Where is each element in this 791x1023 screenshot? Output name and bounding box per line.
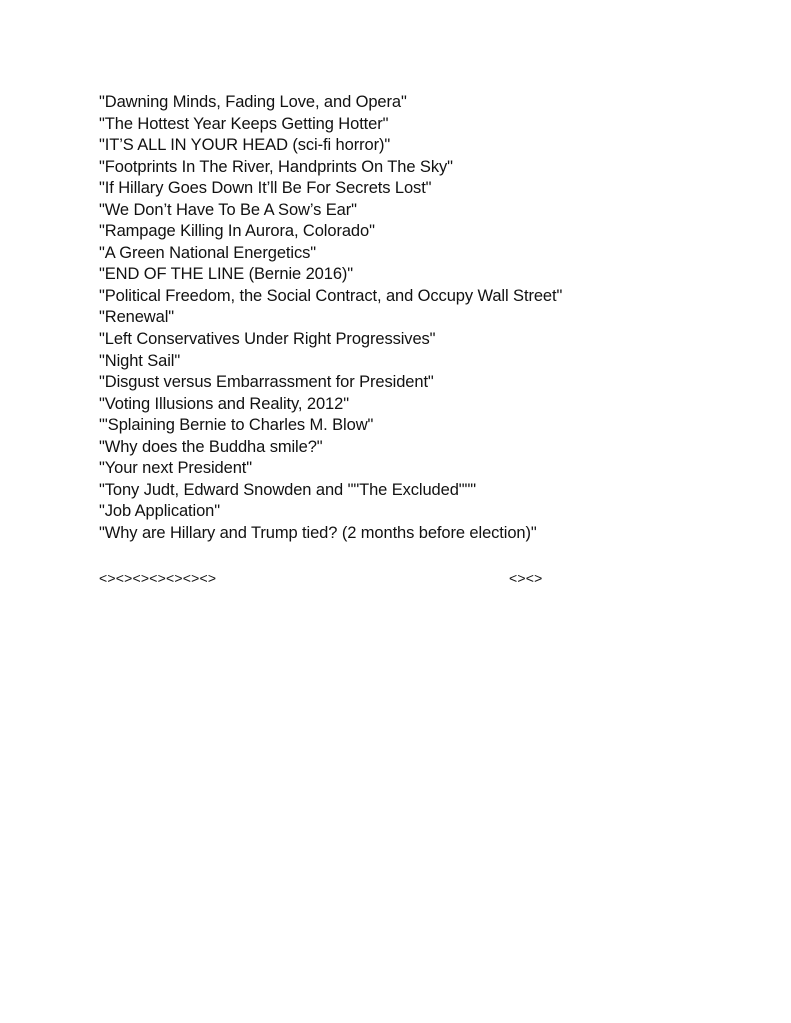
essay-title: "Footprints In The River, Handprints On The Sky" [99,157,453,176]
essay-title: "Job Application" [99,502,221,521]
essay-title: "IT’S ALL IN YOUR HEAD (sci-fi horror)" [99,136,391,155]
essay-title: "Political Freedom, the Social Contract, and Occupy Wall Street" [99,286,563,305]
essay-title: "Your next President" [99,459,253,478]
essay-title: "The Hottest Year Keeps Getting Hotter" [99,114,389,133]
essay-title: "Why are Hillary and Trump tied? (2 months before election)" [99,523,537,542]
essay-title: "A Green National Energetics" [99,243,317,262]
essay-title: "Disgust versus Embarrassment for President" [99,373,434,392]
essay-title: "'Splaining Bernie to Charles M. Blow" [99,416,374,435]
essay-title: "Rampage Killing In Aurora, Colorado" [99,222,375,241]
essay-title: "END OF THE LINE (Bernie 2016)" [99,265,354,284]
essay-title: "Dawning Minds, Fading Love, and Opera" [99,93,407,111]
essay-title: "Tony Judt, Edward Snowden and ""The Excluded""" [99,480,477,499]
essay-title: "Why does the Buddha smile?" [99,437,323,456]
essay-title: "We Don’t Have To Be A Sow’s Ear" [99,200,357,219]
essay-title: "Left Conservatives Under Right Progressives" [99,330,436,349]
essay-title: "Night Sail" [99,351,181,370]
essay-title: "If Hillary Goes Down It’ll Be For Secrets Lost" [99,179,432,198]
essay-title-list [99,92,562,544]
separator-row [99,568,559,588]
essay-title: "Renewal" [99,308,175,327]
separator-right: <><> [509,570,543,586]
separator-left: <><><><><><><> [99,570,217,586]
essay-title: "Voting Illusions and Reality, 2012" [99,394,349,413]
